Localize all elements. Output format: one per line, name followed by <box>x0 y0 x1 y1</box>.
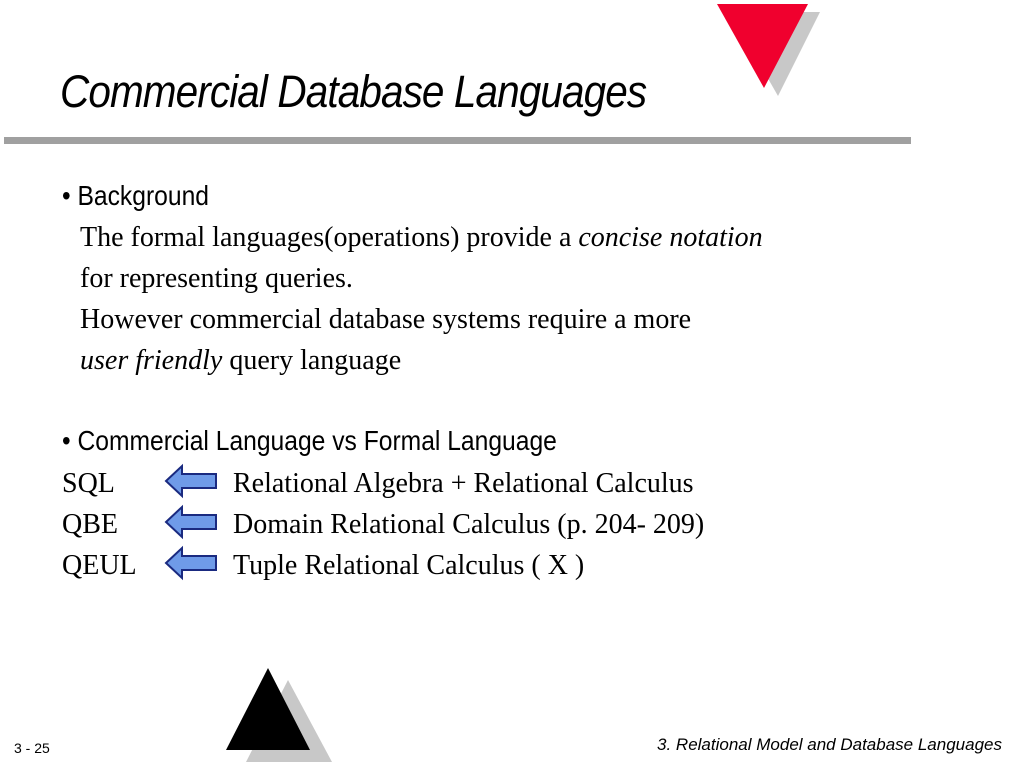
page-number: 3 - 25 <box>14 740 50 756</box>
bullet-background-heading: • Background <box>62 180 209 211</box>
background-line-4 <box>80 345 401 377</box>
formal-language-qbe: Domain Relational Calculus (p. 204- 209) <box>233 509 705 540</box>
commercial-language-qeul: QEUL <box>62 550 137 581</box>
title-divider <box>4 137 911 144</box>
user-friendly-emphasis: user friendly <box>80 345 223 376</box>
left-arrow-icon <box>164 463 218 499</box>
background-line-1 <box>80 222 763 254</box>
background-line-2: for representing queries. <box>80 263 353 294</box>
background-line-1-text: The formal languages(operations) provide a <box>80 222 579 253</box>
left-arrow-icon <box>164 545 218 581</box>
chapter-title: 3. Relational Model and Database Languages <box>657 735 1002 754</box>
left-arrow-icon <box>164 504 218 540</box>
bullet-comparison-heading: • Commercial Language vs Formal Language <box>62 425 557 456</box>
concise-notation-emphasis: concise notation <box>578 222 763 253</box>
formal-language-sql: Relational Algebra + Relational Calculus <box>233 468 694 499</box>
slide-title: Commercial Database Languages <box>60 66 647 117</box>
commercial-language-sql: SQL <box>62 468 115 499</box>
background-line-4-text: query language <box>222 345 402 376</box>
background-line-3: However commercial database systems require a more <box>80 304 692 335</box>
formal-language-qeul: Tuple Relational Calculus ( X ) <box>233 550 585 581</box>
black-up-triangle-icon <box>220 666 340 766</box>
commercial-language-qbe: QBE <box>62 509 118 540</box>
